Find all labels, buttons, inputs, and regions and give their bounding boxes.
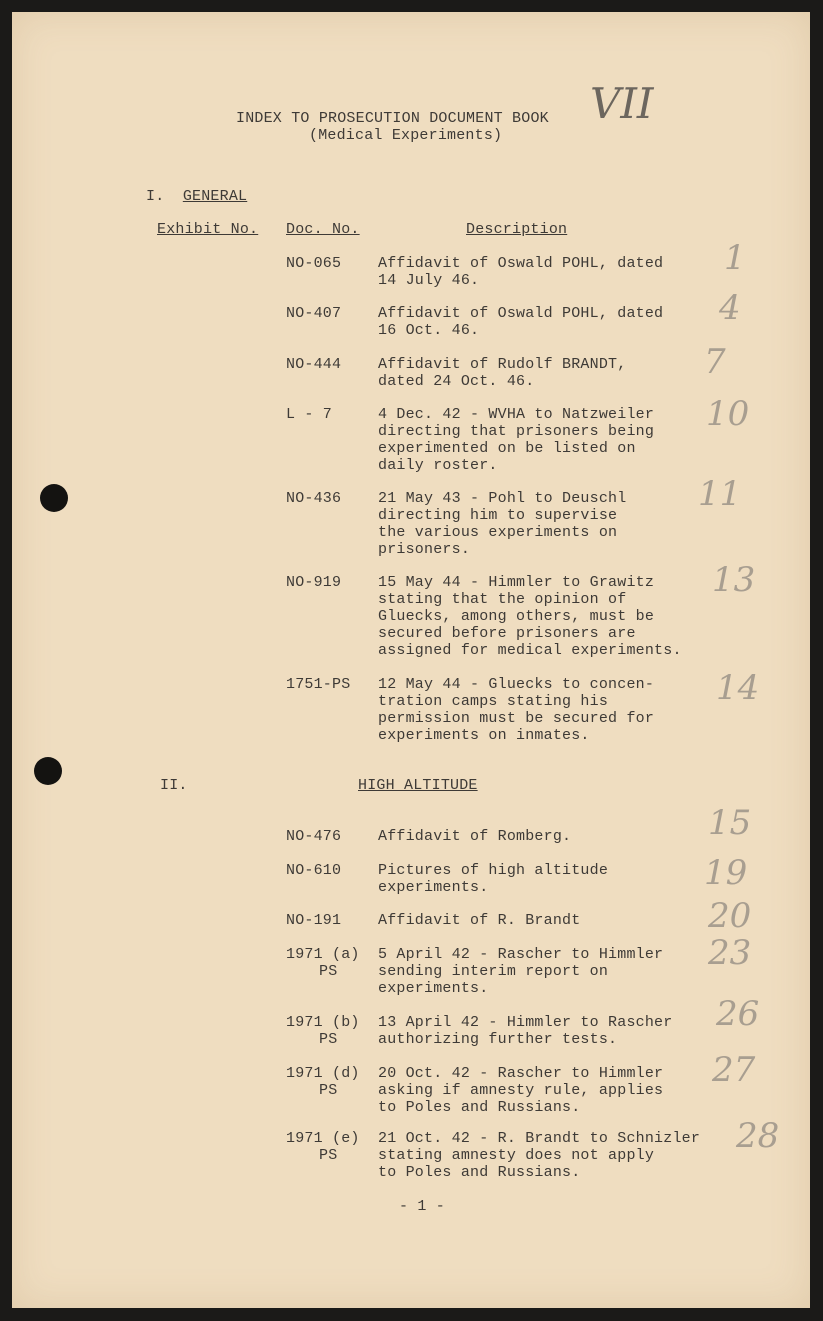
description-line: 13 April 42 - Himmler to Rascher: [378, 1014, 673, 1031]
doc-number: 1971 (d): [286, 1065, 360, 1082]
handwritten-page-number: 4: [719, 288, 741, 328]
doc-number: PS: [319, 963, 338, 980]
doc-number: NO-919: [286, 574, 342, 591]
doc-number: 1971 (e): [286, 1130, 360, 1147]
handwritten-page-number: 1: [724, 238, 746, 278]
description-line: sending interim report on: [378, 963, 609, 980]
description-line: 5 April 42 - Rascher to Himmler: [378, 946, 664, 963]
description-line: Affidavit of Oswald POHL, dated: [378, 305, 664, 322]
column-header-description: Description: [466, 221, 568, 238]
description-line: experiments.: [378, 879, 489, 896]
description-line: 4 Dec. 42 - WVHA to Natzweiler: [378, 406, 655, 423]
description-line: 14 July 46.: [378, 272, 480, 289]
doc-number: 1971 (b): [286, 1014, 360, 1031]
section-2-numeral: II.: [160, 777, 188, 794]
handwritten-page-number: 14: [716, 668, 760, 708]
description-line: 21 Oct. 42 - R. Brandt to Schnizler: [378, 1130, 701, 1147]
handwritten-page-number: 13: [712, 560, 756, 600]
description-line: experimented on be listed on: [378, 440, 636, 457]
description-line: daily roster.: [378, 457, 498, 474]
description-line: Affidavit of R. Brandt: [378, 912, 581, 929]
description-line: authorizing further tests.: [378, 1031, 618, 1048]
column-header-exhibit: Exhibit No.: [157, 221, 259, 238]
description-line: the various experiments on: [378, 524, 618, 541]
description-line: experiments on inmates.: [378, 727, 590, 744]
punch-hole-bottom: [34, 757, 62, 785]
section-2-title: HIGH ALTITUDE: [358, 777, 478, 794]
document-title: INDEX TO PROSECUTION DOCUMENT BOOK: [236, 110, 549, 127]
description-line: 20 Oct. 42 - Rascher to Himmler: [378, 1065, 664, 1082]
doc-number: NO-407: [286, 305, 342, 322]
book-number-handwritten: VII: [590, 79, 654, 128]
description-line: directing him to supervise: [378, 507, 618, 524]
column-header-doc: Doc. No.: [286, 221, 360, 238]
description-line: permission must be secured for: [378, 710, 655, 727]
handwritten-page-number: 19: [704, 853, 748, 893]
doc-number: 1751-PS: [286, 676, 351, 693]
description-line: dated 24 Oct. 46.: [378, 373, 535, 390]
section-1-title: GENERAL: [182, 188, 248, 205]
description-line: stating amnesty does not apply: [378, 1147, 655, 1164]
description-line: tration camps stating his: [378, 693, 609, 710]
doc-number: NO-444: [286, 356, 342, 373]
description-line: experiments.: [378, 980, 489, 997]
description-line: 16 Oct. 46.: [378, 322, 480, 339]
description-line: prisoners.: [378, 541, 471, 558]
doc-number: 1971 (a): [286, 946, 360, 963]
description-line: assigned for medical experiments.: [378, 642, 682, 659]
doc-number: NO-065: [286, 255, 342, 272]
page-number: - 1 -: [399, 1198, 446, 1215]
description-line: 12 May 44 - Gluecks to concen-: [378, 676, 655, 693]
doc-number: PS: [319, 1082, 338, 1099]
doc-number: PS: [319, 1147, 338, 1164]
section-1-heading: [146, 188, 247, 205]
handwritten-page-number: 26: [716, 994, 760, 1034]
handwritten-page-number: 20: [708, 896, 752, 936]
description-line: secured before prisoners are: [378, 625, 636, 642]
doc-number: L - 7: [286, 406, 333, 423]
description-line: 21 May 43 - Pohl to Deuschl: [378, 490, 627, 507]
description-line: asking if amnesty rule, applies: [378, 1082, 664, 1099]
doc-number: NO-476: [286, 828, 342, 845]
description-line: directing that prisoners being: [378, 423, 655, 440]
description-line: to Poles and Russians.: [378, 1164, 581, 1181]
doc-number: NO-610: [286, 862, 342, 879]
description-line: Affidavit of Rudolf BRANDT,: [378, 356, 627, 373]
handwritten-page-number: 23: [708, 933, 752, 973]
description-line: Affidavit of Oswald POHL, dated: [378, 255, 664, 272]
doc-number: NO-191: [286, 912, 342, 929]
description-line: stating that the opinion of: [378, 591, 627, 608]
document-subtitle: (Medical Experiments): [309, 127, 503, 144]
description-line: Affidavit of Romberg.: [378, 828, 572, 845]
doc-number: PS: [319, 1031, 338, 1048]
handwritten-page-number: 11: [698, 474, 742, 514]
handwritten-page-number: 28: [736, 1116, 780, 1156]
handwritten-page-number: 10: [706, 394, 750, 434]
handwritten-page-number: 15: [708, 803, 752, 843]
handwritten-page-number: 7: [704, 342, 726, 382]
description-line: to Poles and Russians.: [378, 1099, 581, 1116]
doc-number: NO-436: [286, 490, 342, 507]
description-line: 15 May 44 - Himmler to Grawitz: [378, 574, 655, 591]
punch-hole-top: [40, 484, 68, 512]
handwritten-page-number: 27: [712, 1050, 756, 1090]
section-1-numeral: I.: [146, 188, 165, 205]
description-line: Pictures of high altitude: [378, 862, 609, 879]
description-line: Gluecks, among others, must be: [378, 608, 655, 625]
